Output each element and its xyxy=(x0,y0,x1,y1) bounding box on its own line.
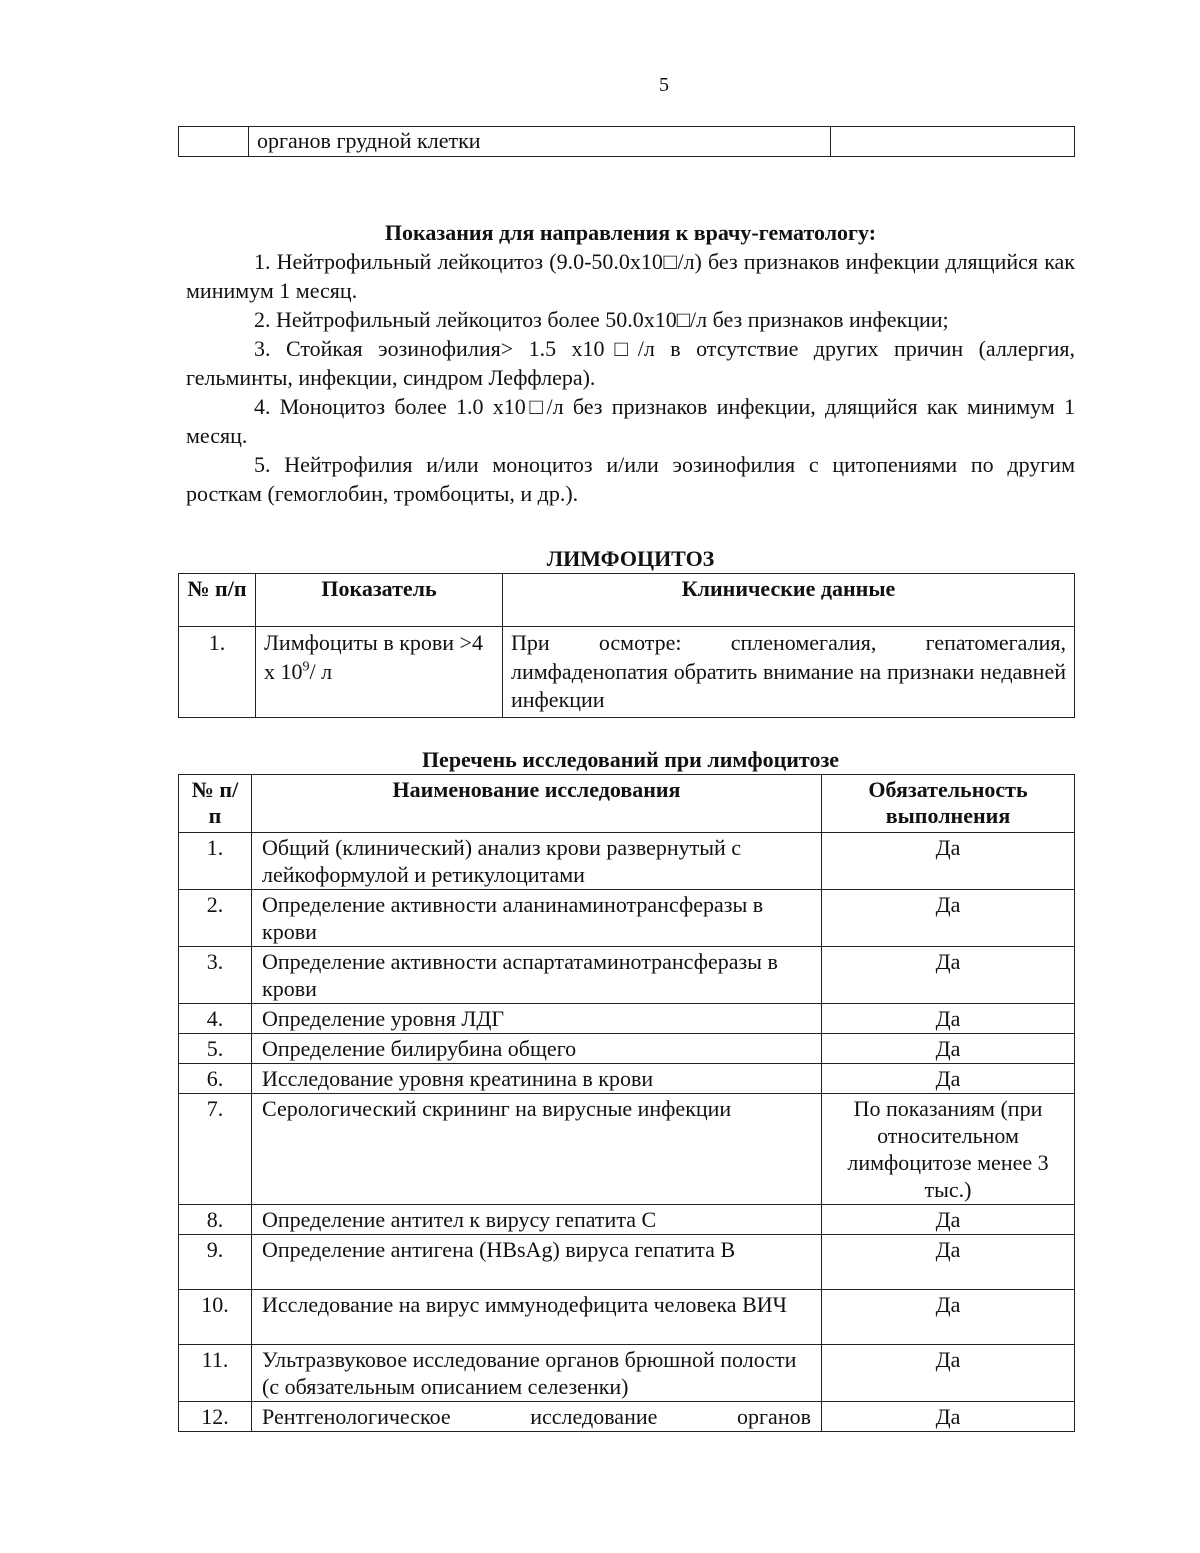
study-name: Определение уровня ЛДГ xyxy=(252,1003,822,1033)
study-name: Ультразвуковое исследование органов брюшной полости (с обязательным описанием селезенки) xyxy=(252,1344,822,1401)
indicator-unit: / л xyxy=(309,658,333,684)
table-row xyxy=(179,1204,1075,1234)
header-mandatory: Обязательность выполнения xyxy=(822,775,1075,833)
header-clinical: Клинические данные xyxy=(503,574,1075,627)
study-mandatory: Да xyxy=(822,1344,1075,1401)
study-name: Определение активности аланинаминотрансферазы в крови xyxy=(252,889,822,946)
table-row xyxy=(179,627,1075,718)
study-mandatory: Да xyxy=(822,889,1075,946)
study-name: Рентгенологическое исследование органов xyxy=(252,1401,822,1431)
table-row xyxy=(179,946,1075,1003)
study-num: 8. xyxy=(179,1204,252,1234)
row-clinical: При осмотре: спленомегалия, гепатомегалия, лимфаденопатия обратить внимание на признаки недавней инфекции xyxy=(503,627,1075,718)
header-indicator: Показатель xyxy=(256,574,503,627)
study-num: 12. xyxy=(179,1401,252,1431)
study-num: 9. xyxy=(179,1234,252,1289)
table-row xyxy=(179,1344,1075,1401)
lymphocytosis-table xyxy=(178,573,1075,718)
study-num: 7. xyxy=(179,1093,252,1204)
indications-list xyxy=(186,247,1075,508)
studies-title: Перечень исследований при лимфоцитозе xyxy=(421,747,840,772)
study-name: Исследование на вирус иммунодефицита человека ВИЧ xyxy=(252,1289,822,1344)
study-num: 6. xyxy=(179,1063,252,1093)
study-mandatory: Да xyxy=(822,1289,1075,1344)
study-mandatory: Да xyxy=(822,832,1075,889)
study-name: Определение активности аспартатаминотрансферазы в крови xyxy=(252,946,822,1003)
table-row xyxy=(179,1063,1075,1093)
study-name: Исследование уровня креатинина в крови xyxy=(252,1063,822,1093)
study-mandatory: Да xyxy=(822,1234,1075,1289)
header-num: № п/п xyxy=(179,775,252,833)
indication-item: 3. Стойкая эозинофилия> 1.5 х10□/л в отсутствие других причин (аллергия, гельминты, инфекции, синдром Леффлера). xyxy=(186,336,1075,390)
study-mandatory: Да xyxy=(822,1204,1075,1234)
study-num: 10. xyxy=(179,1289,252,1344)
indication-item: 2. Нейтрофильный лейкоцитоз более 50.0х10□/л без признаков инфекции; xyxy=(254,307,949,332)
indication-item: 1. Нейтрофильный лейкоцитоз (9.0-50.0х10□/л) без признаков инфекции длящийся как минимум 1 месяц. xyxy=(186,249,1075,303)
table-row xyxy=(179,1093,1075,1204)
table-cell xyxy=(179,127,249,157)
table-row xyxy=(179,1401,1075,1431)
study-name: Определение билирубина общего xyxy=(252,1033,822,1063)
study-mandatory: Да xyxy=(822,1401,1075,1431)
table-cell: органов грудной клетки xyxy=(249,127,831,157)
table-row xyxy=(179,1234,1075,1289)
study-mandatory: По показаниям (при относительном лимфоцитозе менее 3 тыс.) xyxy=(822,1093,1075,1204)
table-cell xyxy=(831,127,1075,157)
continued-table xyxy=(178,126,1075,157)
table-row xyxy=(179,1003,1075,1033)
table-row xyxy=(179,127,1075,157)
indicator-exponent: 9 xyxy=(302,659,310,675)
table-row xyxy=(179,1033,1075,1063)
study-name: Определение антигена (HBsAg) вируса гепатита В xyxy=(252,1234,822,1289)
study-num: 3. xyxy=(179,946,252,1003)
study-num: 2. xyxy=(179,889,252,946)
studies-table xyxy=(178,774,1075,1432)
study-num: 5. xyxy=(179,1033,252,1063)
page-number: 5 xyxy=(659,74,669,96)
indicator-text: Лимфоциты в крови >4 х 10 xyxy=(264,630,483,684)
table-row xyxy=(179,832,1075,889)
table-row xyxy=(179,1289,1075,1344)
header-name: Наименование исследования xyxy=(252,775,822,833)
study-name: Определение антител к вирусу гепатита С xyxy=(252,1204,822,1234)
study-num: 4. xyxy=(179,1003,252,1033)
row-indicator xyxy=(256,627,503,718)
indications-title: Показания для направления к врачу-гематологу: xyxy=(384,220,877,245)
study-num: 1. xyxy=(179,832,252,889)
header-num: № п/п xyxy=(179,574,256,627)
study-mandatory: Да xyxy=(822,1033,1075,1063)
study-mandatory: Да xyxy=(822,1063,1075,1093)
row-num: 1. xyxy=(179,627,256,718)
table-header-row xyxy=(179,775,1075,833)
study-name: Общий (клинический) анализ крови развернутый с лейкоформулой и ретикулоцитами xyxy=(252,832,822,889)
study-num: 11. xyxy=(179,1344,252,1401)
study-name: Серологический скрининг на вирусные инфекции xyxy=(252,1093,822,1204)
table-header-row xyxy=(179,574,1075,627)
table-row xyxy=(179,889,1075,946)
indication-item: 5. Нейтрофилия и/или моноцитоз и/или эозинофилия с цитопениями по другим росткам (гемоглобин, тромбоциты, и др.). xyxy=(186,452,1075,506)
indication-item: 4. Моноцитоз более 1.0 х10□/л без признаков инфекции, длящийся как минимум 1 месяц. xyxy=(186,394,1075,448)
study-mandatory: Да xyxy=(822,1003,1075,1033)
study-mandatory: Да xyxy=(822,946,1075,1003)
lymphocytosis-title: ЛИМФОЦИТОЗ xyxy=(546,546,715,571)
